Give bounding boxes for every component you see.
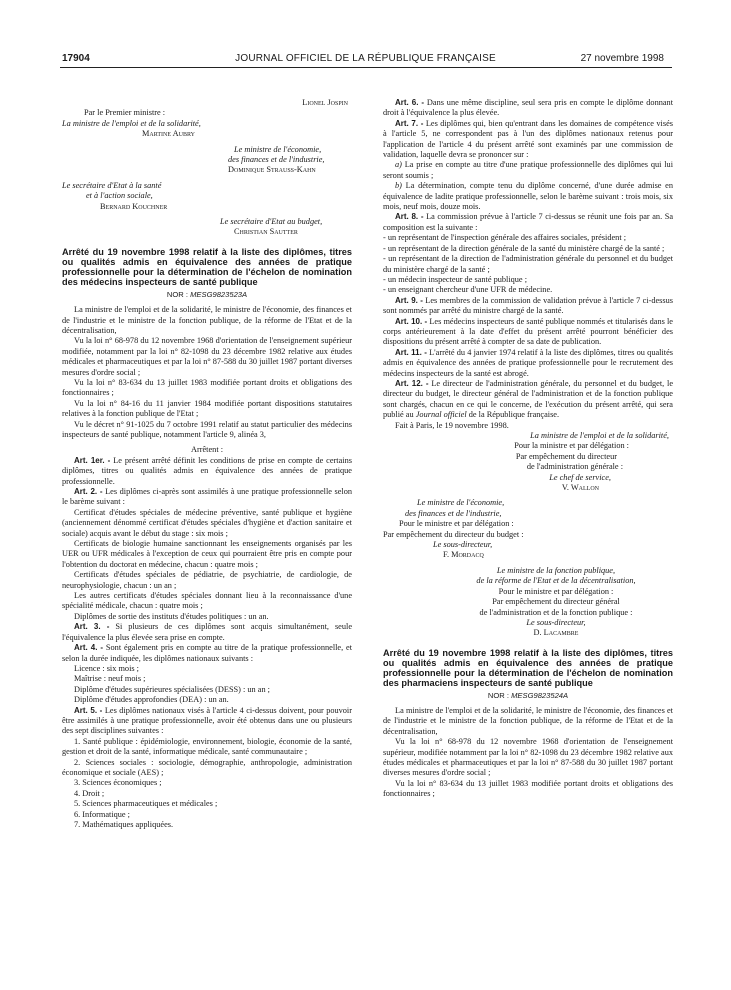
nor-reference: NOR : MESG9823524A: [487, 690, 569, 700]
signature-block-emploi: [383, 431, 673, 493]
list-item: - un représentant de la direction de l'administration générale du personnel et du budget du ministère chargé de la santé ;: [383, 254, 673, 274]
article-7: Art. 7. - Les diplômes qui, bien qu'entrant dans les domaines de compétence visés à l'article 5, ne correspondent pas à l'un des diplômes nationaux retenus pour l'application de l'article 4 du présent arrêté sont examinés par une commission de validation, laquelle devra se prononcer sur :: [383, 118, 674, 160]
article-12: Art. 12. - Le directeur de l'administration générale, du personnel et du budget, le directeur du budget, le directeur général de l'administration et de la fonction publique sont chargés, chacun en ce qui le concerne, de l'exécution du présent arrêté, qui sera publié au Journal officiel de la République française.: [383, 378, 674, 420]
list-item: b) La détermination, compte tenu du diplôme concerné, d'une durée admise en équivalence de ladite pratique professionnelle, selon le barème suivant : trois mois, six mois, neuf mois, douze mois.: [383, 181, 674, 212]
signatory-title: des finances et de l'industrie,: [228, 155, 325, 165]
signatory-title: Le secrétaire d'Etat au budget,: [220, 217, 323, 227]
arretent-heading: Arrêtent :: [190, 445, 224, 455]
signatory-name: Dominique Strauss-Kahn: [228, 165, 316, 175]
list-item: 3. Sciences économiques ;: [74, 778, 162, 788]
list-item: 6. Informatique ;: [74, 809, 130, 819]
article-6: Art. 6. - Dans une même discipline, seul sera pris en compte le diplôme donnant droit à l'équivalence la plus élevée.: [383, 98, 674, 118]
list-item: - un médecin inspecteur de santé publique ;: [383, 274, 527, 284]
signatory-title: Le ministre de la fonction publique,: [496, 565, 616, 575]
article-1: Art. 1er. - Le présent arrêté définit les conditions de prise en compte de certains diplômes, titres ou qualités admis en équivalence des années de pratique professionnelle.: [62, 455, 352, 486]
list-item: Certificat d'études spéciales de médecine préventive, santé publique et hygiène (anciennement dénommé certificat d'études spéciales d'hygiène et d'action sanitaire et sociale) acquis avant le début du stage : six mois ;: [62, 507, 352, 538]
delegation-line: Par empêchement du directeur général: [492, 597, 620, 607]
list-item: 7. Mathématiques appliquées.: [74, 820, 174, 829]
article-5: Art. 5. - Les diplômes nationaux visés à l'article 4 ci-dessus doivent, pour pouvoir être assimilés à une pratique professionnelle, avoir été obtenus dans une ou plusieurs des sept disciplines suivantes :: [62, 705, 353, 736]
delegation-line: Par empêchement du directeur: [515, 451, 617, 461]
list-item: Diplôme d'études approfondies (DEA) : un an.: [74, 695, 229, 705]
issue-date: 27 novembre 1998: [580, 53, 664, 64]
decree-title: Arrêté du 19 novembre 1998 relatif à la liste des diplômes, titres ou qualités admis en équivalence des années de pratique professionnelle pour la détermination de l'échelon de nomination des médecins inspecteurs de santé publique: [62, 246, 352, 288]
previous-signatures: [62, 98, 352, 238]
article-2: Art. 2. - Les diplômes ci-après sont assimilés à une pratique professionnelle selon le barème suivant :: [62, 487, 353, 507]
visa-paragraph: La ministre de l'emploi et de la solidarité, le ministre de l'économie, des finances et de l'industrie et le ministre de la fonction publique, de la réforme de l'Etat et de la décentralisation,: [62, 305, 352, 335]
visa-paragraph: Vu le décret n° 91-1025 du 7 octobre 1991 relatif au statut particulier des médecins inspecteurs de santé publique, notamment l'article 9, alinéa 3,: [62, 419, 352, 439]
list-item: Diplôme d'études supérieures spécialisées (DESS) : un an ;: [74, 684, 270, 694]
signatory-title: La ministre de l'emploi et de la solidarité,: [530, 431, 669, 440]
signature-block-fonction-publique: [383, 566, 673, 639]
signatory-title: et à l'action sociale,: [86, 191, 153, 201]
signatory-title: Le ministre de l'économie,: [417, 498, 505, 508]
list-item: Certificats de biologie humaine sanctionnant les enseignements organisés par les UER ou UFR médicales à l'exception de ceux qui pourraient être pris en compte pour l'obtention du doctorat en médecine, chacun : quatre mois ;: [62, 539, 352, 569]
list-item: - un représentant de la direction générale de la santé du ministère chargé de la santé ;: [383, 243, 665, 253]
delegation-line: Le sous-directeur,: [433, 540, 493, 550]
signature-block-economie: [383, 498, 673, 560]
page-header: [0, 53, 731, 67]
list-item: Certificats d'études spéciales de pédiatrie, de psychiatrie, de cardiologie, de neurophysiologie, chacun : un an ;: [62, 570, 352, 590]
list-item: - un représentant de l'inspection générale des affaires sociales, président ;: [383, 233, 627, 243]
signatory-name: Christian Sautter: [234, 227, 298, 237]
list-item: Diplômes de sortie des instituts d'études politiques : un an.: [74, 611, 269, 621]
signatory-title: Le ministre de l'économie,: [234, 144, 322, 154]
list-item: - un enseignant chercheur d'une UFR de médecine.: [383, 285, 553, 295]
delegation-line: de l'administration et de la fonction publique :: [479, 607, 633, 617]
list-item: Les autres certificats d'études spéciales donnant lieu à la reconnaissance d'une spécialité médicale, chacun : quatre mois ;: [62, 591, 352, 611]
signatory-name: Bernard Kouchner: [100, 201, 168, 211]
delegation-line: Pour la ministre et par délégation :: [514, 441, 629, 451]
delegation-line: Par empêchement du directeur du budget :: [383, 529, 524, 539]
decree-title: Arrêté du 19 novembre 1998 relatif à la liste des diplômes, titres ou qualités admis en équivalence des années de pratique professionnelle pour la détermination de l'échelon de nomination des pharmaciens inspecteurs de santé publique: [383, 647, 673, 689]
header-rule: [60, 67, 672, 68]
signatory-title: Le secrétaire d'Etat à la santé: [62, 180, 162, 190]
list-item: 5. Sciences pharmaceutiques et médicales ;: [74, 799, 218, 809]
signing-place-date: Fait à Paris, le 19 novembre 1998.: [395, 420, 509, 430]
visa-paragraph: Vu la loi n° 68-978 du 12 novembre 1968 d'orientation de l'enseignement supérieur modifiée, notamment par la loi n° 82-1098 du 23 décembre 1982 relative aux études médicales et pharmaceutiques et par la loi n° 87-588 du 30 juillet 1987 portant diverses mesures d'ordre social ;: [62, 336, 352, 377]
article-9: Art. 9. - Les membres de la commission de validation prévue à l'article 7 ci-dessus sont nommés par arrêté du ministre chargé de la santé.: [383, 295, 673, 316]
nor-reference: NOR : MESG9823523A: [166, 289, 248, 299]
visa-paragraph: La ministre de l'emploi et de la solidarité, le ministre de l'économie, des finances et de l'industrie et le ministre de la fonction publique, de la réforme de l'Etat et de la décentralisation,: [383, 705, 673, 736]
list-item: Licence : six mois ;: [74, 663, 139, 673]
left-column: [62, 98, 352, 830]
delegation-line: Pour le ministre et par délégation :: [498, 586, 614, 596]
visa-paragraph: Vu la loi n° 68-978 du 12 novembre 1968 d'orientation de l'enseignement supérieur, modifiée notamment par la loi n° 82-1098 du 23 décembre 1982 relative aux études médicales et pharmaceutiques et par la loi n° 87-588 du 30 juillet 1987 portant diverses mesures d'ordre social ;: [383, 737, 673, 778]
signatory-name: V. Wallon: [561, 483, 599, 493]
signatory-title: des finances et de l'industrie,: [405, 508, 502, 518]
list-item: a) La prise en compte au titre d'une pratique professionnelle des diplômes qui lui seront soumis ;: [383, 160, 673, 180]
article-4: Art. 4. - Sont également pris en compte au titre de la pratique professionnelle, et selon la durée indiquée, les diplômes nationaux suivants :: [62, 643, 352, 663]
signatory-name: F. Mordacq: [443, 550, 484, 560]
article-3: Art. 3. - Si plusieurs de ces diplômes sont acquis simultanément, seule l'équivalence la plus élevée sera prise en compte.: [62, 622, 353, 642]
list-item: 4. Droit ;: [74, 788, 105, 798]
right-column: [383, 98, 673, 800]
list-item: 2. Sciences sociales : sociologie, démographie, anthropologie, administration économique et sociale (AES) ;: [62, 757, 352, 777]
page-number: 17904: [62, 53, 90, 64]
visa-paragraph: Vu la loi n° 83-634 du 13 juillet 1983 modifiée portant droits et obligations des fonctionnaires ;: [62, 377, 352, 398]
signatory-title: de la réforme de l'Etat et de la décentralisation,: [476, 576, 636, 586]
article-11: Art. 11. - L'arrêté du 4 janvier 1974 relatif à la liste des diplômes, titres ou qualités admis en équivalence des années de pratique professionnelle pour le recrutement des médecins inspecteurs de la santé est abrogé.: [383, 347, 673, 378]
delegation-line: Le sous-directeur,: [526, 617, 586, 627]
visa-paragraph: Vu la loi n° 84-16 du 11 janvier 1984 modifiée portant dispositions statutaires relatives à la fonction publique de l'Etat ;: [62, 398, 352, 419]
signatory-name: Lionel Jospin: [302, 98, 348, 107]
signatory-name: D. Lacambre: [533, 628, 579, 638]
delegation-line: de l'administration générale :: [526, 462, 623, 472]
signatory-title: La ministre de l'emploi et de la solidarité,: [62, 118, 201, 128]
article-8: Art. 8. - La commission prévue à l'article 7 ci-dessus se réunit une fois par an. Sa composition est la suivante :: [383, 212, 674, 232]
visa-paragraph: Vu la loi n° 83-634 du 13 juillet 1983 modifiée portant droits et obligations des fonctionnaires ;: [383, 778, 673, 799]
signatory-name: Martine Aubry: [142, 129, 195, 139]
journal-title: JOURNAL OFFICIEL DE LA RÉPUBLIQUE FRANÇAISE: [235, 53, 496, 64]
list-item: 1. Santé publique : épidémiologie, environnement, biologie, économie de la santé, gestion et droit de la santé, informatique médicale, santé communautaire ;: [62, 736, 352, 757]
delegation-line: Pour le ministre et par délégation :: [399, 519, 514, 529]
delegation-line: Le chef de service,: [549, 472, 611, 482]
article-10: Art. 10. - Les médecins inspecteurs de santé publique nommés et titularisés dans le corps antérieurement à la date d'effet du présent arrêté pourront bénéficier des dispositions du présent arrêté à compter de sa date de publication.: [383, 316, 673, 347]
list-item: Maîtrise : neuf mois ;: [74, 674, 146, 684]
signatory-intro: Par le Premier ministre :: [84, 108, 166, 118]
